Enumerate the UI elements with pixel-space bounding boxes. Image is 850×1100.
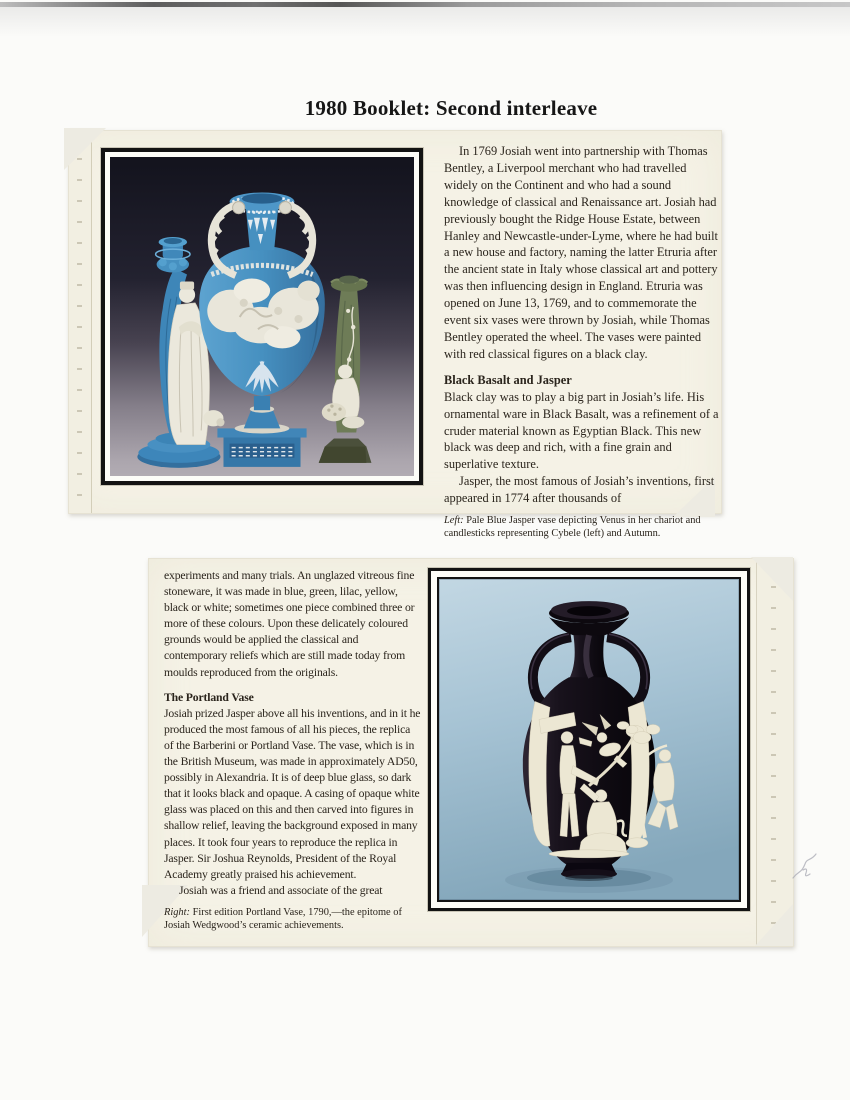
caption-lead: Left: [444,515,464,527]
photo-caption [444,514,722,540]
booklet-panel-bottom [148,558,794,947]
paragraph: In 1769 Josiah went into partnership with Thomas Bentley, a Liverpool merchant who had travelled widely on the Continent and who had a sound knowledge of classical and Renaissance art. Josiah had previously bought the Ridge House Estate, between Hanley and Newcastle-under-Lyme, where he had built a new house and factory, naming the latter Etruria after the ancient state in Italy whose classical art and pottery was then influencing design in England. Etruria was opened on June 13, 1769, and to commemorate the event six vases were thrown by Josiah, while Thomas Bentley operated the wheel. The vases were painted with red classical figures on a black clay. [444,144,718,361]
paragraph: Josiah prized Jasper above all his inventions, and in it he produced the most famous of all his pieces, the replica of the Barberini or Portland Vase. The vase, which is in the British Museum, was made in approximately AD50, possibly in Alexandria. It is of deep blue glass, so dark that it looks black and opaque. A casing of opaque white glass was placed on this and then carved into figures in shallow relief, leaving the background exposed in many places. It took four years to reproduce the replica in Jasper. Sir Joshua Reynolds, President of the Royal Academy greatly praised his achievement. [164,706,421,881]
booklet-binding-edge [756,559,793,946]
jasper-vase-photo [110,157,414,476]
paragraph: Josiah was a friend and associate of the great [179,883,383,897]
caption-text: Pale Blue Jasper vase depicting Venus in her chariot and candlesticks representing Cybele (left) and Autumn. [444,515,701,540]
section-heading: The Portland Vase [164,690,254,704]
booklet-panel-top [68,130,722,540]
paragraph: Jasper, the most famous of Josiah’s inventions, first appeared in 1774 after thousands of [444,474,715,506]
section-heading: Black Basalt and Jasper [444,372,572,387]
portland-photo-inner-frame [437,577,741,902]
paragraph: Black clay was to play a big part in Josiah’s life. His ornamental ware in Black Basalt, was a refinement of a cruder material known as Egyptian Black. This new black was deep and rich, with a fine grain and superlative texture. [444,389,719,472]
bottom-text-column [164,568,422,932]
perforation-marks [77,149,82,499]
perforation-marks [771,577,776,932]
scanner-shadow [0,7,850,37]
top-text-column [444,143,722,540]
portland-photo-frame [428,568,750,911]
caption-lead: Right: [164,906,190,918]
caption-text: First edition Portland Vase, 1790,—the epitome of Josiah Wedgwood’s ceramic achievements. [164,906,402,932]
photo-caption [164,906,422,932]
booklet-binding-edge [69,131,92,513]
page-title: 1980 Booklet: Second interleave [304,96,598,121]
portland-vase-photo [439,579,739,900]
pencil-mark [790,850,822,884]
paragraph: experiments and many trials. An unglazed vitreous fine stoneware, it was made in blue, green, lilac, yellow, black or white; sometimes one piece combined three or more of these colours. Upon these delicately coloured grounds would be applied the classical and contemporary reliefs which are still made today from moulds reproduced from the originals. [164,569,415,679]
jasper-photo-frame [101,148,423,485]
